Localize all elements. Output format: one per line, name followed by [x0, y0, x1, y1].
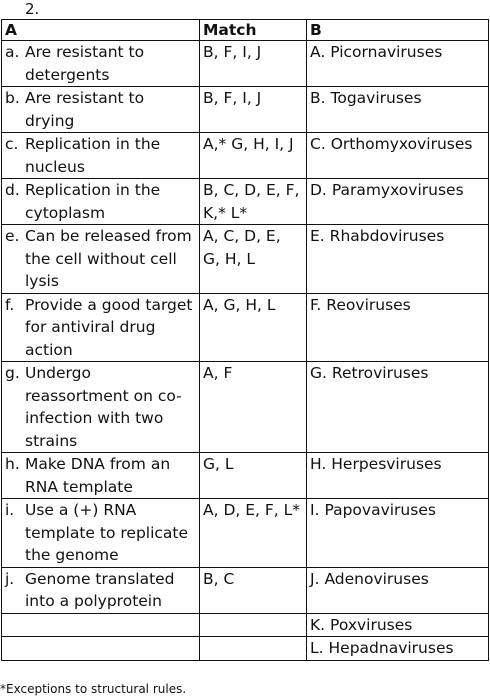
a-cell — [2, 41, 200, 87]
b-cell — [307, 41, 489, 87]
table-row — [2, 225, 489, 294]
b-letter: G. — [310, 364, 327, 382]
b-text: Orthomyxoviruses — [330, 135, 473, 153]
b-text: Reoviruses — [326, 295, 411, 314]
a-cell — [2, 362, 200, 453]
b-letter: C. — [310, 135, 326, 153]
a-letter: f. — [5, 295, 15, 314]
table-row — [2, 41, 489, 87]
table-row — [2, 637, 489, 661]
a-text: Are resistant to drying — [25, 89, 145, 130]
a-cell — [2, 499, 200, 568]
a-cell — [2, 133, 200, 179]
a-cell — [2, 293, 200, 362]
a-letter: a. — [5, 43, 20, 61]
b-cell — [307, 87, 489, 133]
b-cell — [307, 637, 489, 661]
b-text: Retroviruses — [331, 364, 429, 382]
b-letter: I. — [310, 501, 320, 519]
match-cell: A, F — [200, 362, 307, 453]
a-letter: h. — [5, 455, 20, 473]
header-row — [2, 20, 489, 41]
header-b: B — [307, 20, 489, 41]
table-row — [2, 179, 489, 225]
a-cell — [2, 179, 200, 225]
table-row — [2, 499, 489, 568]
b-cell — [307, 613, 489, 637]
a-letter: d. — [5, 181, 20, 199]
table-row — [2, 567, 489, 613]
b-cell — [307, 499, 489, 568]
a-text: Make DNA from an RNA template — [25, 455, 171, 496]
a-text: Are resistant to detergents — [25, 43, 145, 84]
a-text: Use a (+) RNA template to replicate the genome — [25, 501, 189, 564]
a-text: Can be released from the cell without cell lysis — [25, 227, 192, 290]
b-cell — [307, 567, 489, 613]
header-match: Match — [200, 20, 307, 41]
b-letter: A. — [310, 43, 326, 61]
a-text: Replication in the cytoplasm — [25, 181, 161, 222]
a-letter: e. — [5, 227, 20, 245]
b-letter: B. — [310, 89, 326, 107]
b-letter: K. — [310, 615, 326, 634]
b-text: Papovaviruses — [324, 501, 436, 519]
b-cell — [307, 453, 489, 499]
b-text: Picornaviruses — [330, 43, 443, 61]
a-letter: b. — [5, 89, 20, 107]
match-cell: B, C, D, E, F, K,* L* — [200, 179, 307, 225]
a-letter: j. — [5, 569, 15, 588]
b-text: Poxviruses — [330, 615, 413, 634]
b-text: Togaviruses — [330, 89, 422, 107]
matching-table — [1, 19, 489, 661]
a-text: Replication in the nucleus — [25, 135, 161, 176]
a-cell — [2, 225, 200, 294]
question-number: 2. — [25, 0, 40, 18]
a-text: Genome translated into a polyprotein — [25, 569, 175, 610]
a-letter: g. — [5, 364, 20, 382]
a-text: Undergo reassortment on co-infection with two strains — [25, 364, 182, 450]
b-letter: F. — [310, 295, 322, 314]
b-text: Herpesviruses — [331, 455, 442, 473]
b-text: Rhabdoviruses — [329, 227, 445, 245]
b-letter: H. — [310, 455, 327, 473]
match-cell — [200, 637, 307, 661]
table-row — [2, 613, 489, 637]
b-text: Hepadnaviruses — [328, 639, 454, 657]
footnote: *Exceptions to structural rules. — [0, 682, 187, 696]
match-cell: B, C — [200, 567, 307, 613]
b-letter: J. — [310, 569, 320, 588]
b-cell — [307, 362, 489, 453]
match-cell: B, F, I, J — [200, 87, 307, 133]
b-cell — [307, 133, 489, 179]
b-cell — [307, 179, 489, 225]
a-cell — [2, 637, 200, 661]
a-letter: i. — [5, 501, 15, 519]
b-text: Adenoviruses — [324, 569, 429, 588]
match-cell: A,* G, H, I, J — [200, 133, 307, 179]
match-cell: A, C, D, E, G, H, L — [200, 225, 307, 294]
a-cell — [2, 453, 200, 499]
a-cell — [2, 87, 200, 133]
b-text: Paramyxoviruses — [331, 181, 464, 199]
a-letter: c. — [5, 135, 19, 153]
b-cell — [307, 225, 489, 294]
a-text: Provide a good target for antiviral drug action — [25, 295, 193, 359]
b-letter: L. — [310, 639, 324, 657]
match-cell: G, L — [200, 453, 307, 499]
b-cell — [307, 293, 489, 362]
match-cell — [200, 613, 307, 637]
table-row — [2, 362, 489, 453]
a-cell — [2, 567, 200, 613]
match-cell: A, D, E, F, L* — [200, 499, 307, 568]
match-cell: B, F, I, J — [200, 41, 307, 87]
header-a: A — [2, 20, 200, 41]
b-letter: D. — [310, 181, 327, 199]
table-row — [2, 293, 489, 362]
b-letter: E. — [310, 227, 325, 245]
table-row — [2, 453, 489, 499]
table-row — [2, 133, 489, 179]
match-cell: A, G, H, L — [200, 293, 307, 362]
a-cell — [2, 613, 200, 637]
table-row — [2, 87, 489, 133]
